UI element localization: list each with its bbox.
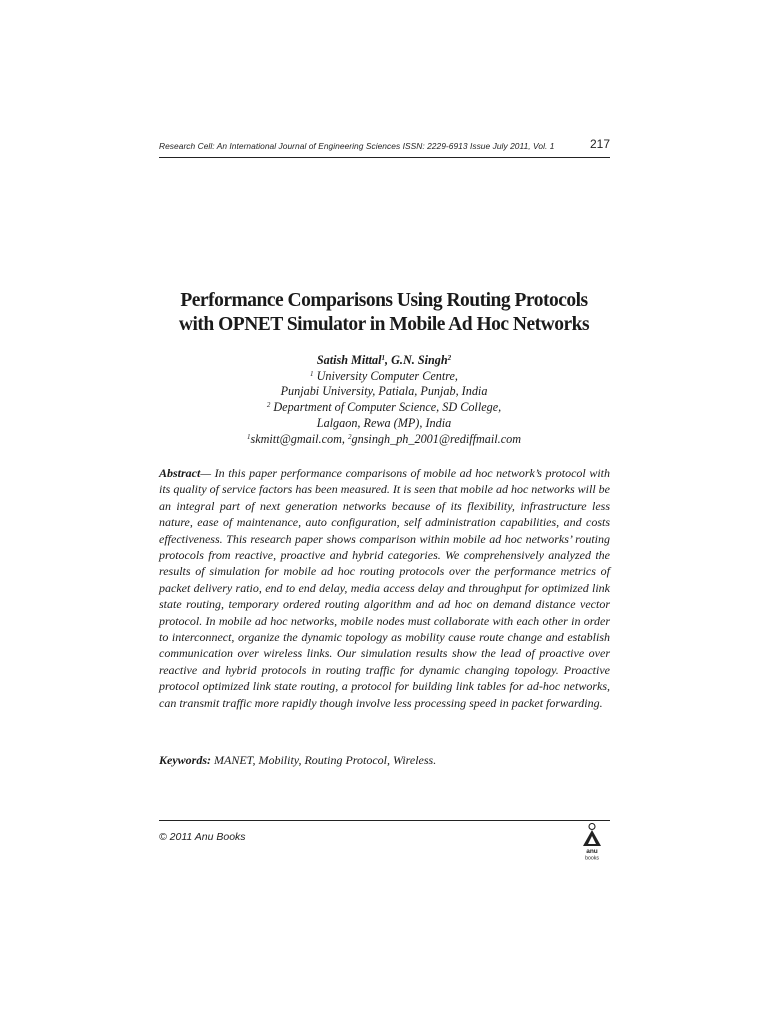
author-2: G.N. Singh [391,353,448,367]
affiliation-2-line-2: Lalgaon, Rewa (MP), India [316,415,452,430]
keywords-label: Keywords: [159,753,211,767]
keywords-text: MANET, Mobility, Routing Protocol, Wireless. [211,753,437,767]
logo-text-bottom: books [585,855,599,862]
affiliation-2-sup: 2 [266,401,271,410]
anu-books-logo-icon [580,823,604,863]
author-block [150,353,618,447]
abstract [159,465,610,711]
running-header [159,137,610,158]
title-line-1: Performance Comparisons Using Routing Protocols [180,290,588,311]
email-1: skmitt@gmail.com, [250,431,348,446]
author-names [150,353,618,369]
abstract-label: Abstract [159,466,201,480]
author-1-sup: 1 [381,354,386,362]
author-2-sup: 2 [447,354,452,362]
affiliation-2-line-1 [150,400,618,416]
copyright: © 2011 Anu Books [159,831,246,843]
affiliation-2-name: Department of Computer Science, SD College, [270,400,502,415]
author-emails [150,432,618,448]
author-separator: , [385,353,392,367]
title-line-2: with OPNET Simulator in Mobile Ad Hoc Networks [178,314,590,335]
email-2-sup: 2 [348,432,352,441]
email-2: gnsingh_ph_2001@rediffmail.com [351,431,522,446]
keywords [159,753,610,768]
paper-title [100,289,668,337]
abstract-dash: — [200,466,215,480]
affiliation-1-name: University Computer Centre, [313,368,458,383]
logo-text-top: anu [586,848,598,855]
running-title: Research Cell: An International Journal of Engineering Sciences ISSN: 2229-6913 Issue July 2011, Vol. 1 [159,141,555,151]
affiliation-1-sup: 1 [310,369,314,378]
affiliation-1-line-2: Punjabi University, Patiala, Punjab, India [280,384,488,399]
footer-divider [159,820,610,821]
page-number: 217 [589,137,610,151]
author-1: Satish Mittal [316,353,382,367]
abstract-text: In this paper performance comparisons of mobile ad hoc network’s protocol with its quality of service factors has been measured. It is seen that mobile ad hoc networks will be an integral part of next generation networks because of its flexibility, infrastructure less nature, ease of maintenance, auto configuration, self administration capabilities, and costs effectiveness. This research paper shows comparison within mobile ad hoc networks’ routing protocols from reactive, proactive and hybrid categories. We comprehensively analyzed the results of simulation for mobile ad hoc routing protocols over the performance metrics of packet delivery ratio, end to end delay, media access delay and throughput for optimized link state routing, temporary ordered routing algorithm and ad hoc on demand distance vector protocol. In mobile ad hoc networks, mobile nodes must collaborate with each other in order to interconnect, organize the dynamic topology as mobility cause route change and establish communication over wireless links. Our simulation results show the lead of proactive over reactive and hybrid protocols in routing traffic for dynamic changing topology. Proactive protocol optimized link state routing, a protocol for building link tables for ad-hoc networks, can transmit traffic more rapidly though involve less processing speed in packet forwarding. [159,466,611,710]
email-1-sup: 1 [246,432,251,441]
affiliation-1-line-1 [150,369,618,385]
